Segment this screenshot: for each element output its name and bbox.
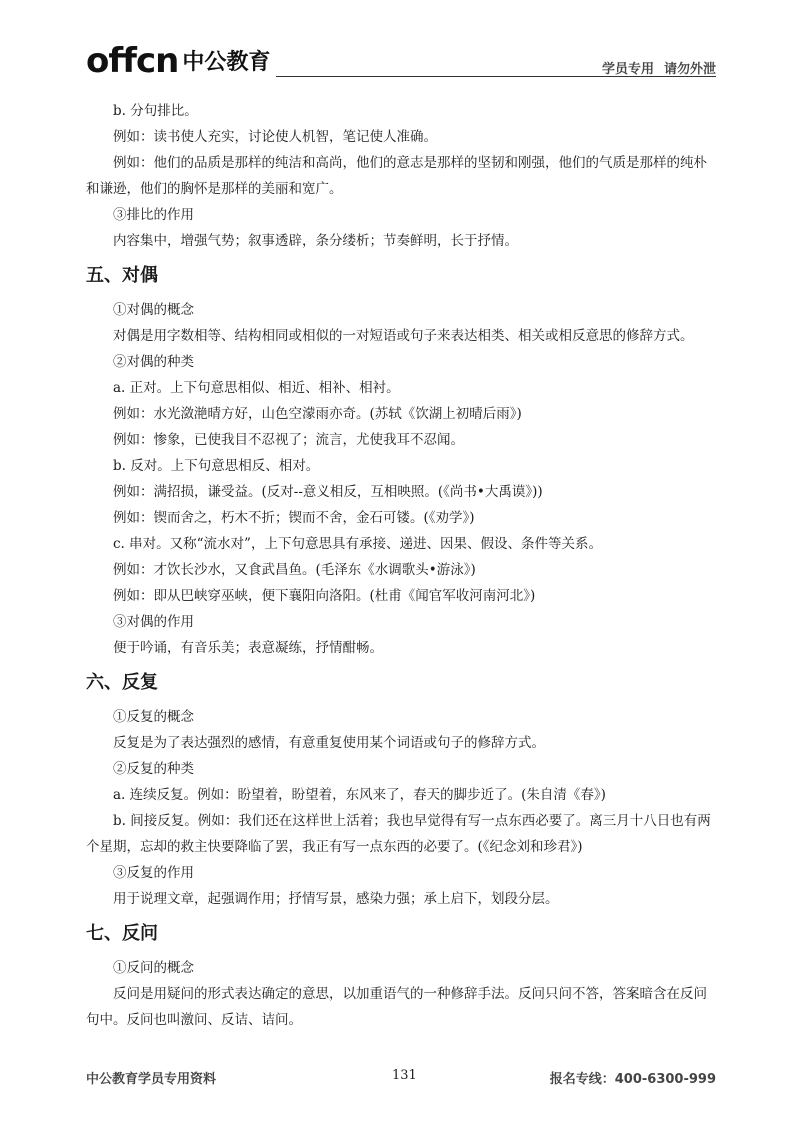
paragraph: b. 间接反复。例如：我们还在这样世上活着；我也早觉得有写一点东西必要了。离三月十八日也有两个星期，忘却的救主快要降临了罢，我正有写一点东西的必要了。(《纪念刘和珍君》) (86, 813, 711, 855)
header-confidential-tags (602, 58, 716, 77)
paragraph: 反问是用疑问的形式表达确定的意思，以加重语气的一种修辞手法。反问只问不答，答案暗含在反问句中。反问也叫激问、反诘、诘问。 (86, 986, 707, 1028)
paragraph: 例如：水光潋滟晴方好，山色空濛雨亦奇。(苏轼《饮湖上初晴后雨》) (113, 406, 522, 422)
page-number: 131 (392, 1068, 417, 1083)
paragraph: c. 串对。又称“流水对”，上下句意思具有承接、递进、因果、假设、条件等关系。 (113, 536, 602, 552)
paragraph: ②对偶的种类 (113, 354, 194, 370)
paragraph: a. 正对。上下句意思相似、相近、相补、相衬。 (113, 380, 400, 396)
document-body (86, 98, 716, 1033)
paragraph: 例如：锲而舍之，朽木不折；锲而不舍，金石可镂。(《劝学》) (113, 510, 475, 526)
paragraph: b. 反对。上下句意思相反、相对。 (113, 458, 320, 474)
paragraph: 反复是为了表达强烈的感情，有意重复使用某个词语或句子的修辞方式。 (113, 735, 545, 751)
paragraph: 内容集中，增强气势；叙事透辟，条分缕析；节奏鲜明，长于抒情。 (113, 233, 518, 249)
paragraph: ①对偶的概念 (113, 302, 194, 318)
paragraph: ①反复的概念 (113, 709, 194, 725)
footer-material-label: 中公教育学员专用资料 (86, 1072, 217, 1087)
paragraph: ③对偶的作用 (113, 614, 194, 630)
paragraph: ①反问的概念 (113, 960, 194, 976)
footer-hotline: 报名专线：400-6300-999 (549, 1072, 716, 1087)
header-tag-do-not-leak: 请勿外泄 (663, 62, 716, 77)
paragraph: 例如：他们的品质是那样的纯洁和高尚，他们的意志是那样的坚韧和刚强，他们的气质是那样的纯朴和谦逊，他们的胸怀是那样的美丽和宽广。 (86, 155, 707, 197)
section-heading: 六、反复 (86, 672, 158, 693)
paragraph: 对偶是用字数相等、结构相同或相似的一对短语或句子来表达相类、相关或相反意思的修辞方式。 (113, 328, 694, 344)
paragraph: ③排比的作用 (113, 207, 194, 223)
logo-wordmark: offcn (86, 41, 179, 81)
offcn-logo (86, 36, 271, 81)
paragraph: 例如：才饮长沙水，又食武昌鱼。(毛泽东《水调歌头•游泳》) (113, 562, 476, 578)
section-heading: 七、反问 (86, 923, 158, 944)
paragraph: ③反复的作用 (113, 865, 194, 881)
paragraph: b. 分句排比。 (113, 103, 198, 119)
paragraph: 便于吟诵，有音乐美；表意凝练，抒情酣畅。 (113, 640, 383, 656)
paragraph: ②反复的种类 (113, 761, 194, 777)
page-header (86, 34, 716, 80)
paragraph: a. 连续反复。例如：盼望着，盼望着，东风来了，春天的脚步近了。(朱自清《春》) (113, 787, 606, 803)
paragraph: 例如：读书使人充实，讨论使人机智，笔记使人准确。 (113, 129, 437, 145)
paragraph: 例如：满招损，谦受益。(反对--意义相反，互相映照。(《尚书•大禹谟》)) (113, 484, 543, 500)
section-heading: 五、对偶 (86, 265, 158, 286)
logo-chinese-name: 中公教育 (182, 50, 271, 75)
paragraph: 例如：即从巴峡穿巫峡，便下襄阳向洛阳。(杜甫《闻官军收河南河北》) (113, 588, 536, 604)
page-footer (86, 1068, 716, 1092)
paragraph: 例如：惨象，已使我目不忍视了；流言，尤使我耳不忍闻。 (113, 432, 464, 448)
paragraph: 用于说理文章，起强调作用；抒情写景，感染力强；承上启下，划段分层。 (113, 891, 559, 907)
header-tag-students-only: 学员专用 (601, 62, 654, 77)
